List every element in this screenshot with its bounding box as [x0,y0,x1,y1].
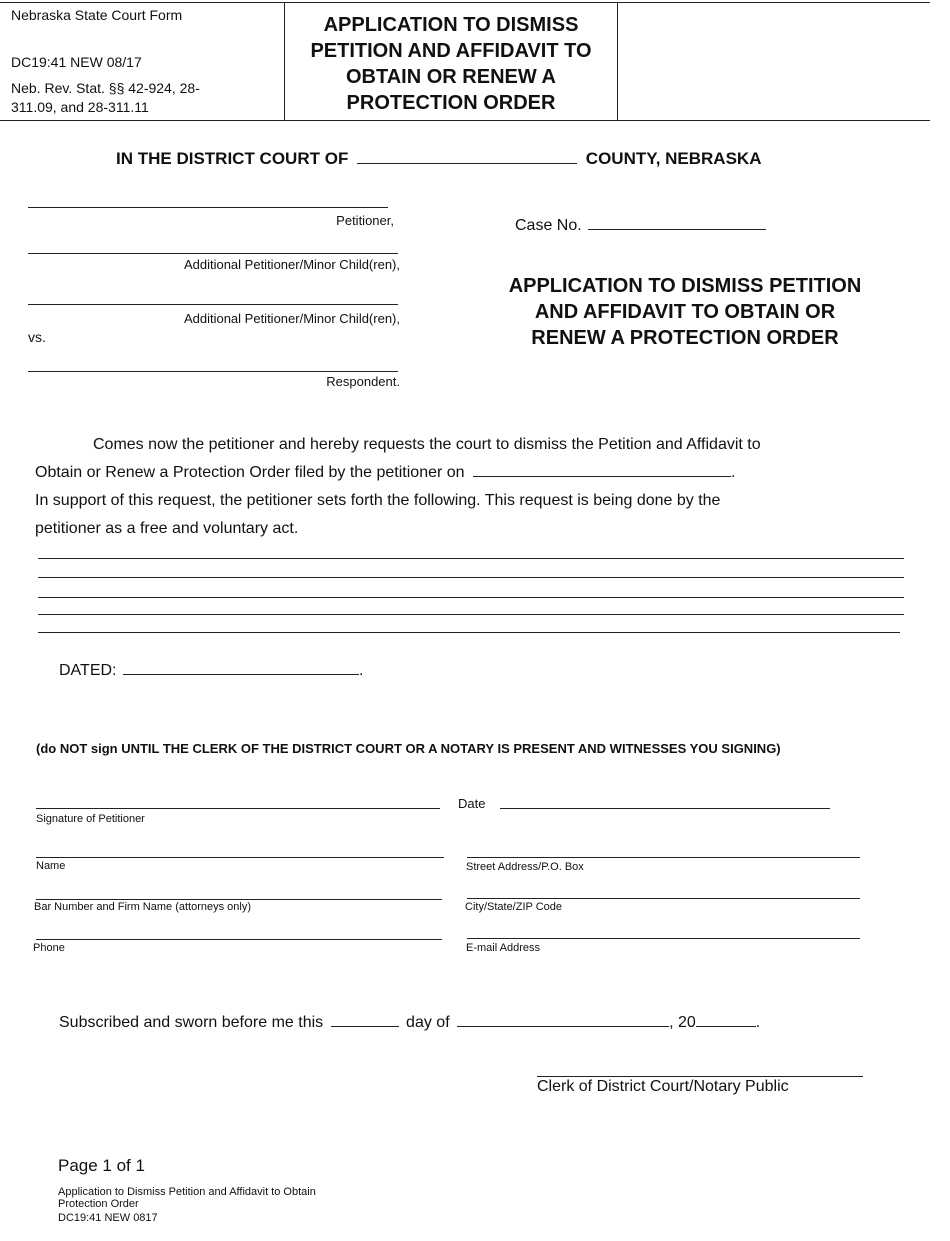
additional-petitioner-label-2: Additional Petitioner/Minor Child(ren), [183,311,400,326]
petitioner-label: Petitioner, [336,213,394,228]
title-line-1: APPLICATION TO DISMISS PETITION [508,275,862,297]
jurat-day-field[interactable] [331,1012,399,1027]
body-line-1: Comes now the petitioner and hereby requests the court to dismiss the Petition and Affidavit to [93,436,761,453]
petitioner-name-field[interactable] [28,207,388,208]
case-number-field[interactable] [588,215,766,230]
header-top-rule [0,2,930,3]
dated-label: DATED: [59,662,117,679]
clerk-label: Clerk of District Court/Notary Public [537,1078,789,1095]
date-label: Date [458,796,486,811]
phone-field[interactable] [36,939,442,940]
respondent-label: Respondent. [326,374,400,389]
signing-warning: (do NOT sign UNTIL THE CLERK OF THE DISTRICT COURT OR A NOTARY IS PRESENT AND WITNESSES YOU SIGNING) [36,741,781,756]
jurat-suffix: . [755,1014,761,1031]
body-paragraph [35,431,915,543]
body-line-2-suffix: . [731,464,736,481]
body-line-3: In support of this request, the petitioner sets forth the following. This request is being done by the [35,492,721,509]
reason-line-4[interactable] [38,614,904,615]
body-line-4: petitioner as a free and voluntary act. [35,520,299,537]
jurat-day-of: day of [406,1014,450,1031]
header-bottom-rule [0,120,930,121]
additional-petitioner-field-2[interactable] [28,304,398,305]
form-number: DC19:41 NEW 08/17 [11,54,142,70]
body-line-2 [35,459,915,487]
city-state-zip-field[interactable] [467,898,860,899]
dated-row [59,660,363,680]
document-title [470,273,900,351]
header-box-title: APPLICATION TO DISMISS PETITION AND AFFIDAVIT TO OBTAIN OR RENEW A PROTECTION ORDER [310,14,592,114]
footer-doc-name: Application to Dismiss Petition and Affidavit to Obtain Protection Order [58,1186,316,1210]
body-line-2-prefix: Obtain or Renew a Protection Order filed by the petitioner on [35,464,465,481]
reason-line-1[interactable] [38,558,904,559]
phone-label: Phone [33,942,65,954]
county-name-field[interactable] [357,149,577,164]
form-source: Nebraska State Court Form [11,7,183,23]
filing-date-field[interactable] [473,462,731,477]
reason-line-2[interactable] [38,577,904,578]
reason-line-3[interactable] [38,597,904,598]
court-prefix: IN THE DISTRICT COURT OF [116,149,349,168]
name-field[interactable] [36,857,444,858]
dated-suffix: . [358,662,364,679]
dated-field[interactable] [123,660,359,675]
jurat-year-field[interactable] [696,1012,756,1027]
name-label: Name [36,860,66,872]
court-suffix: COUNTY, NEBRASKA [585,149,762,168]
jurat-prefix: Subscribed and sworn before me this [59,1014,324,1031]
versus-label: vs. [28,329,46,345]
city-state-zip-label: City/State/ZIP Code [465,901,563,913]
jurat-line [59,1012,760,1032]
bar-number-label: Bar Number and Firm Name (attorneys only) [34,901,252,913]
signature-label: Signature of Petitioner [36,813,145,825]
case-number [515,215,766,235]
statute-reference: Neb. Rev. Stat. §§ 42-924, 28-311.09, and 28-311.11 [11,80,200,115]
reason-line-5[interactable] [38,632,900,633]
additional-petitioner-label-1: Additional Petitioner/Minor Child(ren), [183,257,400,272]
jurat-month-field[interactable] [457,1012,669,1027]
clerk-signature-field[interactable] [537,1076,863,1077]
street-address-field[interactable] [467,857,860,858]
jurat-year-prefix: , 20 [669,1014,696,1031]
page-number: Page 1 of 1 [58,1156,145,1175]
respondent-name-field[interactable] [28,371,398,372]
date-field[interactable] [500,808,830,809]
header-divider-right [617,2,618,120]
header-divider-left [284,2,285,120]
additional-petitioner-field-1[interactable] [28,253,398,254]
bar-number-field[interactable] [36,899,442,900]
title-line-3: RENEW A PROTECTION ORDER [531,327,839,349]
email-field[interactable] [467,938,860,939]
signature-field[interactable] [36,808,440,809]
case-number-label: Case No. [515,217,582,234]
court-line [116,149,761,169]
title-line-2: AND AFFIDAVIT TO OBTAIN OR [534,301,836,323]
footer-doc-code: DC19:41 NEW 0817 [58,1212,158,1224]
street-address-label: Street Address/P.O. Box [466,861,584,873]
email-label: E-mail Address [466,942,540,954]
